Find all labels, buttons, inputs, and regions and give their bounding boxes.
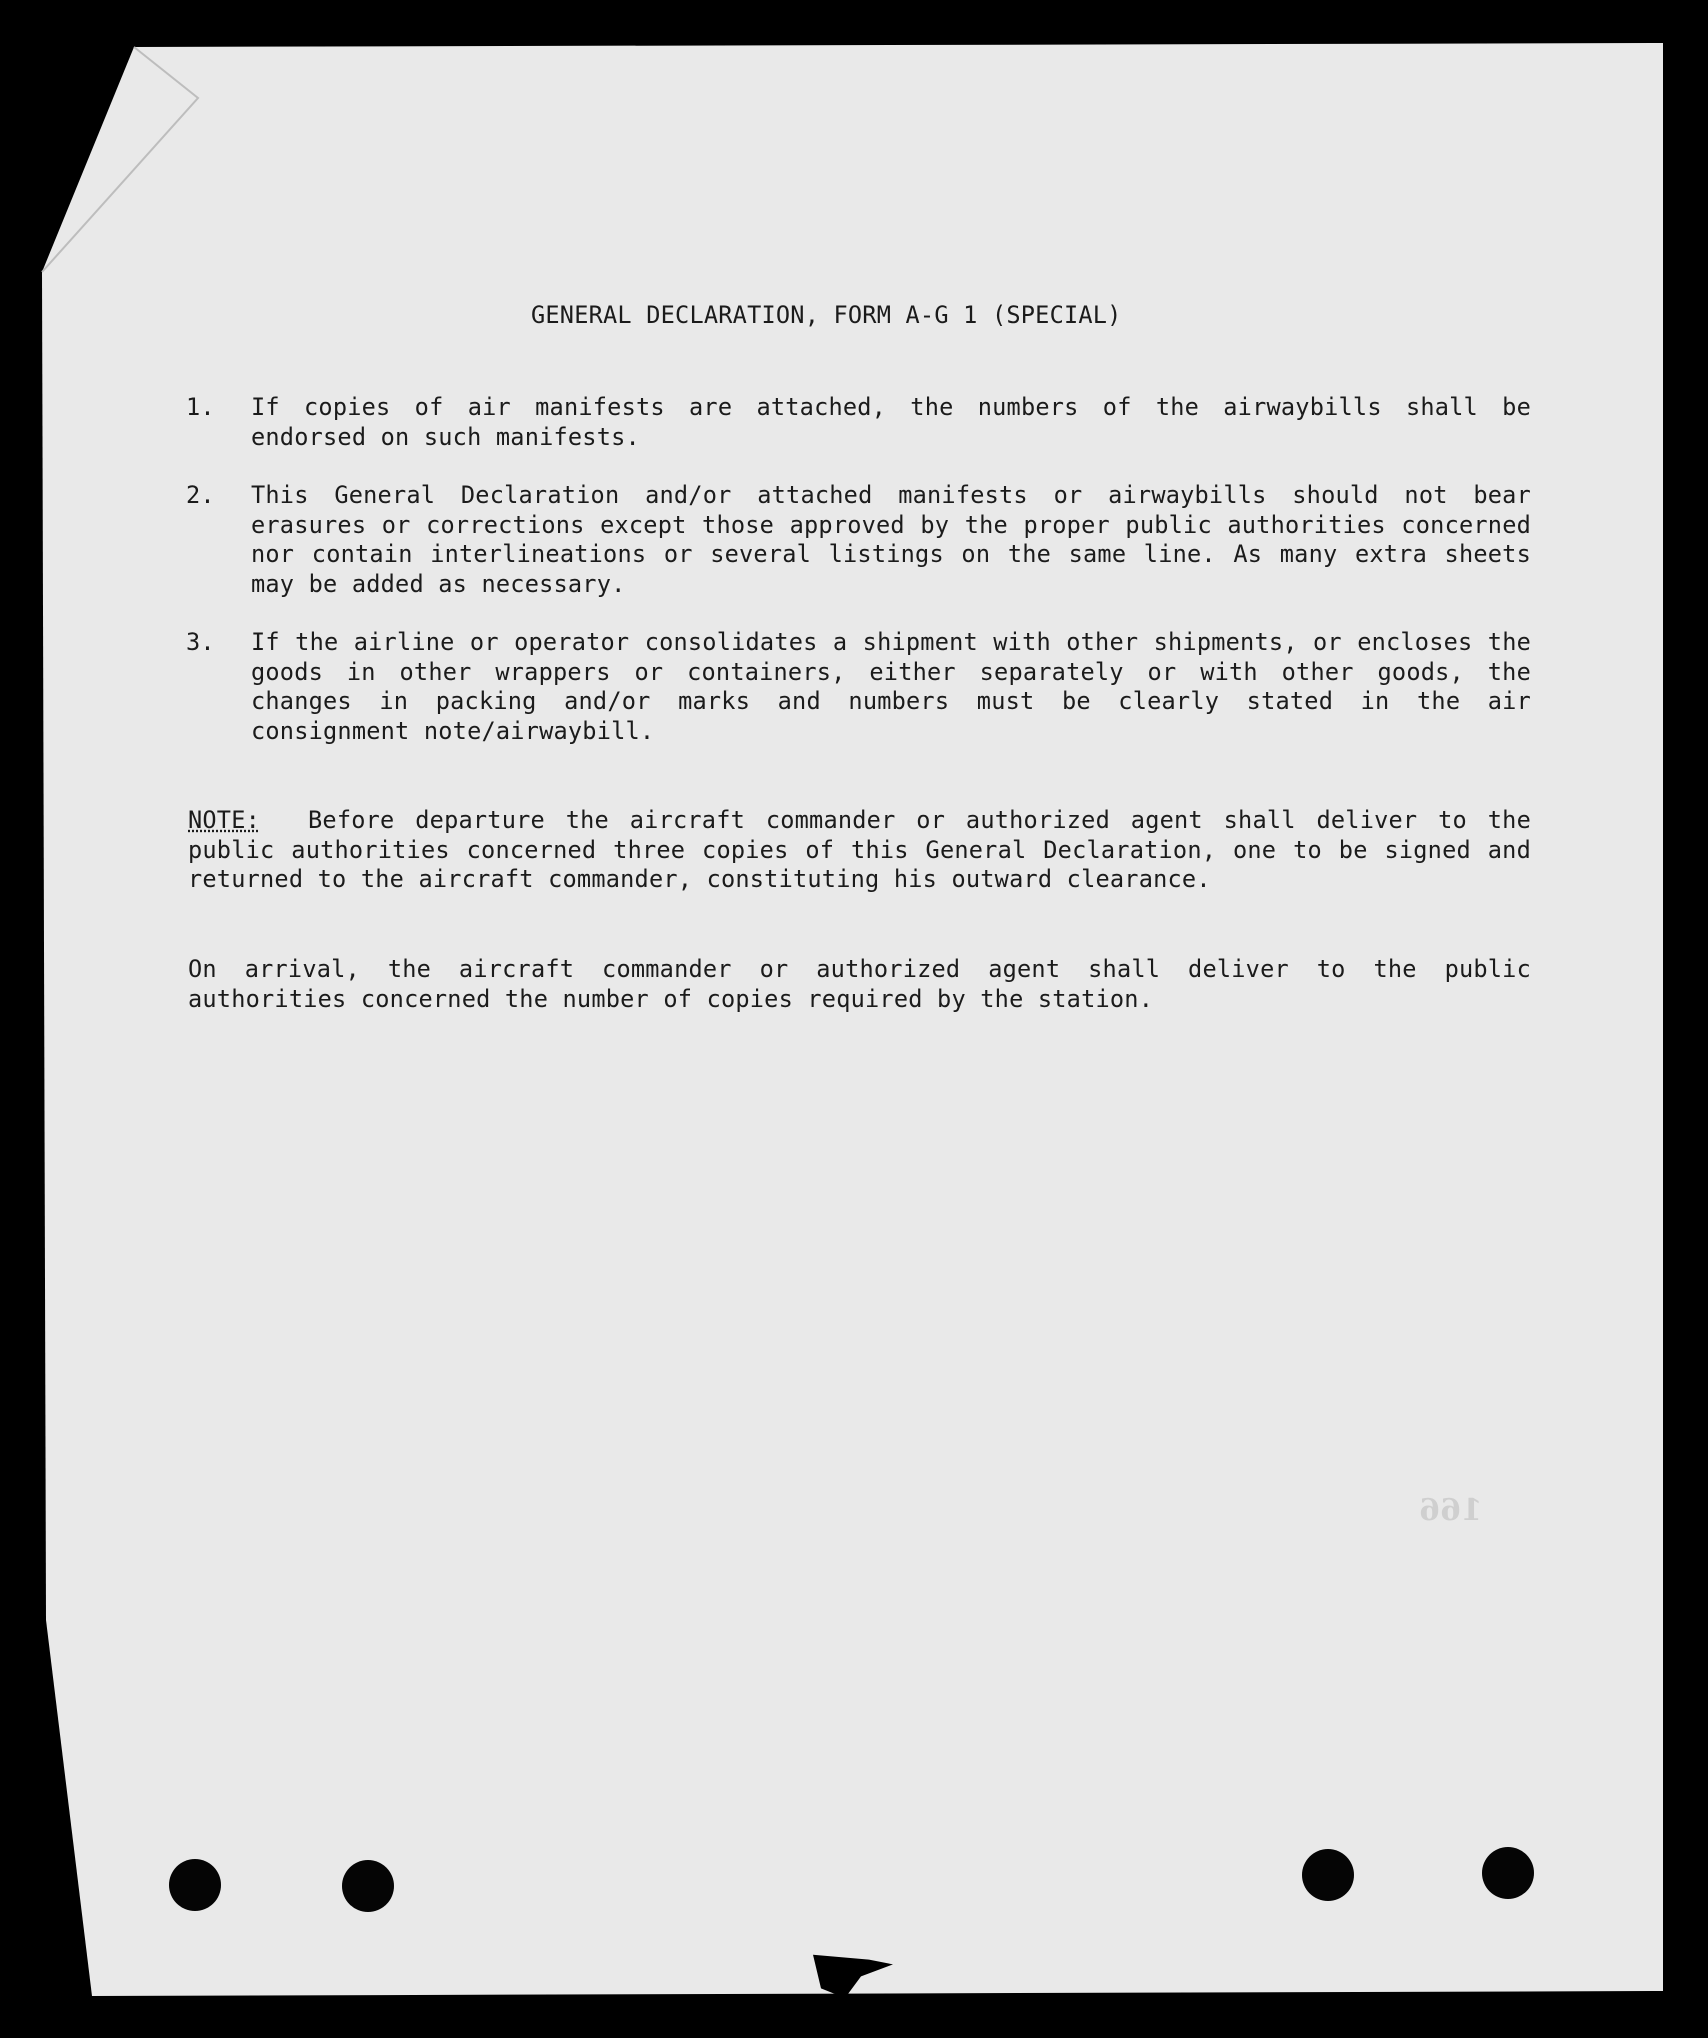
item-text: This General Declaration and/or attached manifests or airwaybills should not bear erasures or corrections except those approved by the proper public authorities concerned nor contain interlineations or several listings on the same line. As many extra sheets may be added as necessary.	[251, 481, 1531, 598]
item-text: If the airline or operator consolidates a shipment with other shipments, or encloses the goods in other wrappers or containers, either separately or with other goods, the changes in packing and/or marks and numbers must be clearly stated in the air consignment note/airwaybill.	[251, 628, 1531, 745]
item-text: If copies of air manifests are attached, the numbers of the airwaybills shall be endorsed on such manifests.	[251, 393, 1531, 451]
item-number: 2.	[186, 481, 215, 509]
document-title: GENERAL DECLARATION, FORM A-G 1 (SPECIAL)	[531, 301, 1122, 329]
punch-hole	[1302, 1849, 1354, 1901]
stamp-number: 166	[1419, 1493, 1483, 1528]
note-text: Before departure the aircraft commander or authorized agent shall deliver to the public authorities concerned three copies of this General Declaration, one to be signed and returned to the aircraft commander, constituting his outward clearance.	[188, 806, 1531, 893]
note-label: NOTE:	[188, 806, 261, 834]
punch-hole	[169, 1859, 221, 1911]
punch-hole	[342, 1860, 394, 1912]
item-number: 3.	[186, 628, 215, 656]
note-paragraph	[188, 806, 1531, 895]
punch-hole	[1482, 1847, 1534, 1899]
arrival-paragraph: On arrival, the aircraft commander or authorized agent shall deliver to the public authorities concerned the number of copies required by the station.	[188, 955, 1531, 1013]
item-number: 1.	[186, 393, 215, 421]
